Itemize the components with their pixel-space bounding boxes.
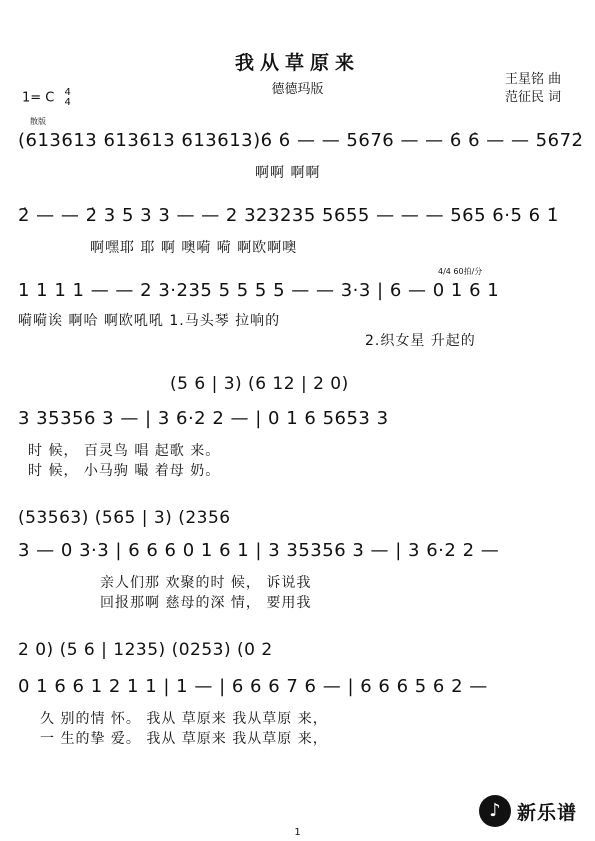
lyrics-row-5-verse-2: 回报那啊 慈母的深 情， 要用我	[100, 595, 312, 611]
time-bottom: 4	[64, 97, 71, 108]
score-row-1: (613613 613613 613613)6̇ 6̇ — — 5676 — — 6̇ 6̇ — — 5672̇	[18, 130, 584, 151]
key-signature	[22, 88, 71, 108]
lyrics-row-6-verse-2: 一 生的挚 爱。 我从 草原来 我从草原 来，	[40, 731, 328, 747]
composer-credit: 王星铭 曲	[505, 72, 562, 87]
lyrics-row-4-verse-1: 时 候， 百灵鸟 唱 起歌 来。	[28, 443, 221, 459]
accompaniment-row-6: 2 0) (5 6 | 1235) (0253) (0 2	[18, 640, 273, 660]
accompaniment-row-5: (53563) (565 | 3) (2356	[18, 508, 231, 528]
time-top: 4	[64, 87, 71, 98]
key-text: 1= C	[22, 90, 55, 106]
accompaniment-row-4: (5 6 | 3) (6 12 | 2 0)	[170, 374, 349, 394]
lyrics-row-5-verse-1: 亲人们那 欢聚的时 候， 诉说我	[100, 575, 312, 591]
lyrics-row-3-verse-2: 2.织女星 升起的	[365, 333, 476, 349]
score-row-6: 0 1 6 6 1 2 1 1 | 1 — | 6 6 6 7 6 — | 6 6 6 5 6 2 —	[18, 676, 488, 697]
site-logo	[479, 795, 577, 827]
lyrics-row-4-verse-2: 时 候， 小马驹 嘬 着母 奶。	[28, 463, 221, 479]
free-tempo-label: 散版	[30, 117, 46, 126]
lyrics-row-1: 啊啊 啊啊	[255, 165, 321, 181]
lyrics-row-6-verse-1: 久 别的情 怀。 我从 草原来 我从草原 来，	[40, 711, 328, 727]
page-title: 我从草原来	[234, 52, 360, 74]
score-row-5: 3 — 0 3·3 | 6 6 6 0 1 6 1 | 3 35356 3 — | 3 6·2 2 —	[18, 540, 500, 561]
logo-text: 新乐谱	[516, 801, 577, 824]
page-number: 1	[294, 827, 301, 838]
time-signature	[65, 88, 71, 108]
score-row-2: 2̇ — — 2̇ 3 5 3 3 — — 2 323235 5655 — — — 565 6·5 6 1̇	[18, 205, 559, 226]
tempo-mark: 4/4 60拍/分	[438, 267, 483, 276]
lyricist-credit: 范征民 词	[505, 90, 562, 105]
score-row-4: 3 35356 3 — | 3 6·2 2 — | 0 1 6 5653 3	[18, 408, 389, 429]
music-note-icon: ♪	[479, 795, 511, 827]
lyrics-row-2: 啊嘿耶 耶 啊 噢嗬 嗬 啊欧啊噢	[90, 240, 298, 256]
score-row-3: 1 1 1 1 — — 2 3·235 5 5 5 5 — — 3·3 | 6 — 0 1 6 1	[18, 280, 500, 301]
subtitle: 德德玛版	[271, 82, 324, 97]
lyrics-row-3-verse-1: 嗬嗬诶 啊哈 啊欧吼吼 1.马头琴 拉响的	[18, 313, 281, 329]
